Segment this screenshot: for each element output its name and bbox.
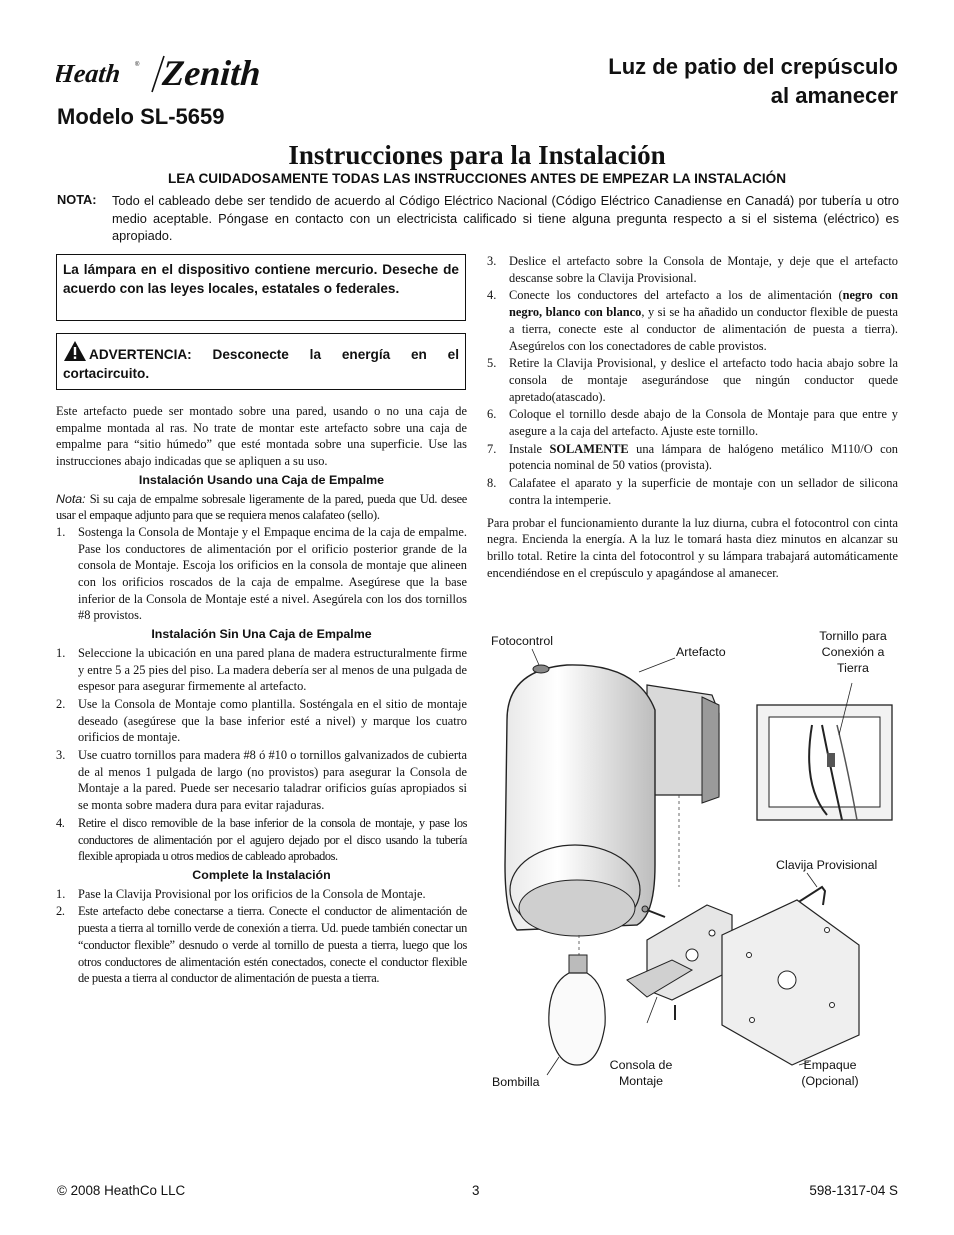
product-title-line1: Luz de patio del crepúsculo (608, 54, 898, 79)
section1-note-label: Nota: (56, 491, 86, 506)
list-item: 1. Sostenga la Consola de Montaje y el Empaque encima de la caja de empalme. Pase los conductores de alimentación por el orificio posterior grande de la consola de Montaje. Escoja los orificios en la consola de montaje que alineen con los orificios roscados de la caja de empalme. Asegúrese que la base inferior de la Consola de Montaje esté a nivel. Asegúrela con los dos tornillos #8 provistos. (56, 524, 467, 623)
heath-zenith-logo (56, 52, 286, 96)
list-item: 3. Use cuatro tornillos para madera #8 ó #10 o tornillos galvanizados de cubierta de al menos 1 pulgada de largo (no provistos) para asegurar la Consola de Montaje a la pared. Puede ser necesario taladrar orificios guías apropiados si se monta sobre madera dura para evitar rajaduras. (56, 748, 467, 813)
section1-steps (56, 524, 467, 624)
section3-steps (56, 886, 467, 987)
section1-note-text: Si su caja de empalme sobresale ligeramente de la pared, pueda que Ud. desee usar el empaque adjunto para que se requiera menos calafateo (sello). (56, 491, 467, 523)
page-title: Instrucciones para la Instalación (288, 140, 666, 170)
power-warning-box (56, 333, 466, 390)
label-bombilla: Bombilla (492, 1075, 540, 1089)
section1-note (56, 491, 467, 524)
mercury-warning-box (56, 254, 466, 321)
label-empaque: Empaque (Opcional) (801, 1058, 859, 1088)
list-item: 1. Seleccione la ubicación en una pared plana de madera estructuralmente firme y entre 5 a 25 pies del piso. La madera debería ser al menos de una pulgada de espesor para asegurar firmemente al artefacto. (56, 645, 467, 694)
footer-page-number: 3 (472, 1183, 480, 1198)
installation-diagram (487, 625, 898, 1095)
list-item: 4. Retire el disco removible de la base inferior de la consola de montaje, y pase los conductores de alimentación por el agujero dejado por el disco usando la tubería flexible apropiada u otros medios de cableado aprobados. (56, 815, 467, 864)
list-item: 2. Este artefacto debe conectarse a tierra. Conecte el conductor de alimentación de puesta a tierra al tornillo verde de conexión a tierra. Ud. puede también conectar un “conductor flexible” desnudo o verde al tornillo de puesta a tierra, luego que los otros conductores de alimentación estén conectados, conecte el conductor flexible de puesta a tierra al conductor de alimentación de puesta a tierra. (56, 904, 467, 986)
test-paragraph: Para probar el funcionamiento durante la luz diurna, cubra el fotocontrol con cinta negra. Encienda la energía. A la luz le tomará hasta diez minutos en alcanzar su brillo total. Retire la cinta del fotocontrol y su lámpara trabajará automáticamente encendiéndose en el crepúsculo y apagándose al amanecer. (487, 515, 898, 580)
section-heading-with-box: Instalación Usando una Caja de Empalme (138, 472, 385, 487)
right-column (487, 253, 898, 581)
label-artefacto: Artefacto (676, 645, 726, 659)
product-title-line2: al amanecer (770, 83, 898, 108)
intro-paragraph: Este artefacto puede ser montado sobre una pared, usando o no una caja de empalme montada al ras. No trate de montar este artefacto sobre una caja de empalme para “sitio húmedo” que esté montada sobre una superficie. Use las instrucciones abajo indicadas que se apliquen a su uso. (56, 404, 467, 469)
section-heading-complete: Complete la Instalación (192, 867, 331, 882)
list-item: 8. Calafatee el aparato y la superficie de montaje con un sellador de silicona contra la intemperie. (487, 476, 898, 507)
list-item: 7. Instale SOLAMENTE una lámpara de halógeno metálico M110/O con potencia nominal de 50 vatios (provista). (487, 441, 898, 473)
label-fotocontrol: Fotocontrol (491, 634, 553, 648)
brand-logo (56, 52, 286, 96)
nota-text: Todo el cableado debe ser tendido de acuerdo al Código Eléctrico Nacional (Código Eléctrico Canadiense en Canadá) por tubería u otro medio aceptable. Póngase en contacto con un electricista calificado si tiene alguna pregunta respecto a si el sistema (eléctrico) es apropiado. (112, 193, 899, 243)
nota-label: NOTA: (57, 192, 97, 207)
left-column (56, 403, 467, 988)
continued-steps (487, 253, 898, 509)
section-heading-without-box: Instalación Sin Una Caja de Empalme (151, 627, 372, 642)
label-ground-screw: Tornillo para Conexión a Tierra (819, 629, 887, 675)
model-number: Modelo SL-5659 (57, 104, 225, 129)
list-item: 1. Pase la Clavija Provisional por los orificios de la Consola de Montaje. (56, 886, 426, 901)
logo-heath: Heath (56, 59, 122, 88)
mercury-warning-text: La lámpara en el dispositivo contiene mercurio. Deseche de acuerdo con las leyes locales, estatales o federales. (63, 262, 459, 296)
list-item: 3. Deslice el artefacto sobre la Consola de Montaje, y deje que el artefacto descanse sobre la Clavija Provisional. (487, 254, 898, 285)
warning-label: ADVERTENCIA: (89, 347, 192, 362)
list-item: 4. Conecte los conductores del artefacto a los de alimentación (negro con negro, blanco con blanco, y si se ha añadido un conductor flexible de puesta a tierra, conecte este al conductor de alimentación de puesta a tierra). Asegúrelos con los conectadores de cable provistos. (487, 288, 899, 353)
warning-text: Desconecte la energía en el cortacircuito. (63, 347, 460, 381)
product-title (470, 52, 898, 110)
list-item: 5. Retire la Clavija Provisional, y deslice el artefacto todo hacia abajo sobre la consola de montaje asegurándose que ningún conductor quede apretado(atascado). (487, 356, 898, 404)
read-carefully-notice: LEA CUIDADOSAMENTE TODAS LAS INSTRUCCIONES ANTES DE EMPEZAR LA INSTALACIÓN (167, 171, 787, 186)
footer-document-code: 598-1317-04 S (809, 1183, 898, 1198)
logo-zenith: Zenith (161, 53, 262, 93)
warning-triangle-icon (63, 340, 87, 362)
section2-steps (56, 645, 467, 865)
label-clavija: Clavija Provisional (776, 858, 878, 872)
list-item: 2. Use la Consola de Montaje como plantilla. Sosténgala en el sitio de montaje deseado (asegúrese que la base inferior esté a nivel) y marque los cuatro orificios de montaje. (56, 696, 467, 745)
svg-text:®: ® (135, 62, 140, 68)
label-consola: Consola de Montaje (609, 1058, 673, 1088)
footer-copyright: © 2008 HeathCo LLC (57, 1183, 186, 1198)
list-item: 6. Coloque el tornillo desde abajo de la Consola de Montaje para que entre y asegure a la caja del artefacto. Ajuste este tornillo. (487, 407, 898, 439)
